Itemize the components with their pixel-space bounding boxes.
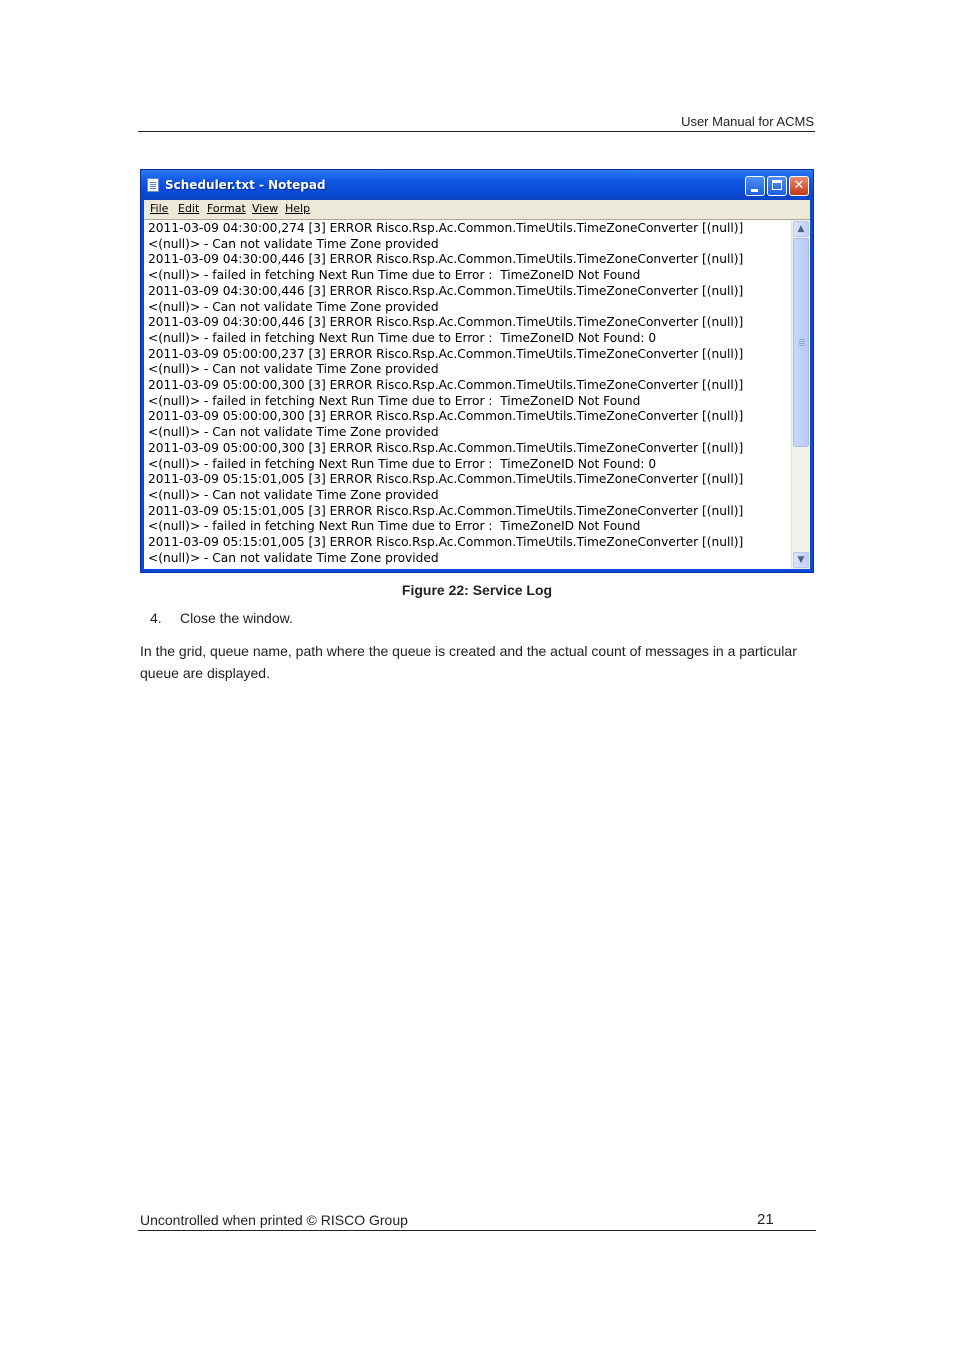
- step-text: Close the window.: [180, 610, 293, 626]
- minimize-button[interactable]: [745, 176, 765, 196]
- scroll-up-button[interactable]: [793, 221, 809, 237]
- menu-edit[interactable]: Edit: [178, 202, 200, 215]
- log-line: 2011-03-09 04:30:00,446 [3] ERROR Risco.Rsp.Ac.Common.TimeUtils.TimeZoneConverter [(null)]: [148, 252, 744, 267]
- vertical-scrollbar[interactable]: [791, 220, 810, 569]
- log-line: 2011-03-09 04:30:00,446 [3] ERROR Risco.Rsp.Ac.Common.TimeUtils.TimeZoneConverter [(null)]: [148, 315, 744, 330]
- maximize-button[interactable]: [767, 176, 787, 196]
- log-line: 2011-03-09 05:00:00,300 [3] ERROR Risco.Rsp.Ac.Common.TimeUtils.TimeZoneConverter [(null)]: [148, 440, 744, 455]
- menu-bar: [144, 200, 810, 219]
- log-line: <(null)> - Can not validate Time Zone provided: [148, 487, 439, 502]
- log-line: 2011-03-09 05:00:00,300 [3] ERROR Risco.Rsp.Ac.Common.TimeUtils.TimeZoneConverter [(null)]: [148, 409, 744, 424]
- log-line: 2011-03-09 05:15:01,005 [3] ERROR Risco.Rsp.Ac.Common.TimeUtils.TimeZoneConverter [(null)]: [148, 472, 744, 487]
- log-line: 2011-03-09 04:30:00,446 [3] ERROR Risco.Rsp.Ac.Common.TimeUtils.TimeZoneConverter [(null)]: [148, 283, 744, 298]
- footer-divider: [138, 1230, 816, 1231]
- log-line: <(null)> - Can not validate Time Zone provided: [148, 236, 439, 251]
- log-text[interactable]: [148, 221, 788, 569]
- header-title: User Manual for ACMS: [681, 114, 814, 129]
- close-icon: ✕: [793, 178, 805, 193]
- text-editor[interactable]: [144, 219, 810, 569]
- footer-copyright: Uncontrolled when printed © RISCO Group: [140, 1212, 408, 1228]
- log-line: <(null)> - failed in fetching Next Run Time due to Error : TimeZoneID Not Found: [148, 393, 641, 408]
- window-title: Scheduler.txt - Notepad: [165, 178, 326, 192]
- log-line: <(null)> - Can not validate Time Zone provided: [148, 362, 439, 377]
- chevron-down-icon: ▼: [797, 555, 805, 565]
- log-line: <(null)> - Can not validate Time Zone provided: [148, 425, 439, 440]
- scrollbar-thumb[interactable]: [793, 238, 809, 447]
- log-line: <(null)> - failed in fetching Next Run Time due to Error : TimeZoneID Not Found: 0: [148, 456, 657, 471]
- minimize-icon: [751, 189, 758, 192]
- close-button[interactable]: [789, 176, 809, 196]
- step-number: 4.: [150, 610, 162, 626]
- menu-file[interactable]: File: [150, 202, 169, 215]
- scroll-down-button[interactable]: [793, 552, 809, 568]
- notepad-icon: [147, 178, 159, 192]
- notepad-window: [140, 169, 814, 573]
- menu-help[interactable]: Help: [285, 202, 311, 215]
- log-line: 2011-03-09 04:30:00,274 [3] ERROR Risco.Rsp.Ac.Common.TimeUtils.TimeZoneConverter [(null)]: [148, 221, 744, 235]
- log-line: <(null)> - failed in fetching Next Run Time due to Error : TimeZoneID Not Found: [148, 519, 641, 534]
- page-number: 21: [757, 1211, 774, 1228]
- grip-icon: [799, 339, 805, 340]
- log-line: <(null)> - Can not validate Time Zone provided: [148, 299, 439, 314]
- body-paragraph: In the grid, queue name, path where the queue is created and the actual count of messages in a particular queue are displayed.: [140, 643, 797, 681]
- log-line: <(null)> - failed in fetching Next Run Time due to Error : TimeZoneID Not Found: 0: [148, 330, 657, 345]
- log-line: <(null)> - failed in fetching Next Run Time due to Error : TimeZoneID Not Found: [148, 268, 641, 283]
- log-line: 2011-03-09 05:00:00,237 [3] ERROR Risco.Rsp.Ac.Common.TimeUtils.TimeZoneConverter [(null)]: [148, 346, 744, 361]
- chevron-up-icon: ▲: [797, 224, 805, 234]
- log-line: 2011-03-09 05:00:00,300 [3] ERROR Risco.Rsp.Ac.Common.TimeUtils.TimeZoneConverter [(null)]: [148, 378, 744, 393]
- menu-view[interactable]: View: [252, 202, 279, 215]
- menu-format[interactable]: Format: [207, 202, 246, 215]
- maximize-icon: [772, 180, 782, 190]
- log-line: 2011-03-09 05:15:01,005 [3] ERROR Risco.Rsp.Ac.Common.TimeUtils.TimeZoneConverter [(null)]: [148, 535, 744, 550]
- log-line: 2011-03-09 05:15:01,005 [3] ERROR Risco.Rsp.Ac.Common.TimeUtils.TimeZoneConverter [(null)]: [148, 503, 744, 518]
- header-divider: [138, 131, 815, 132]
- log-line: <(null)> - Can not validate Time Zone provided: [148, 550, 439, 565]
- figure-caption: Figure 22: Service Log: [401, 582, 553, 598]
- title-bar[interactable]: [141, 170, 813, 200]
